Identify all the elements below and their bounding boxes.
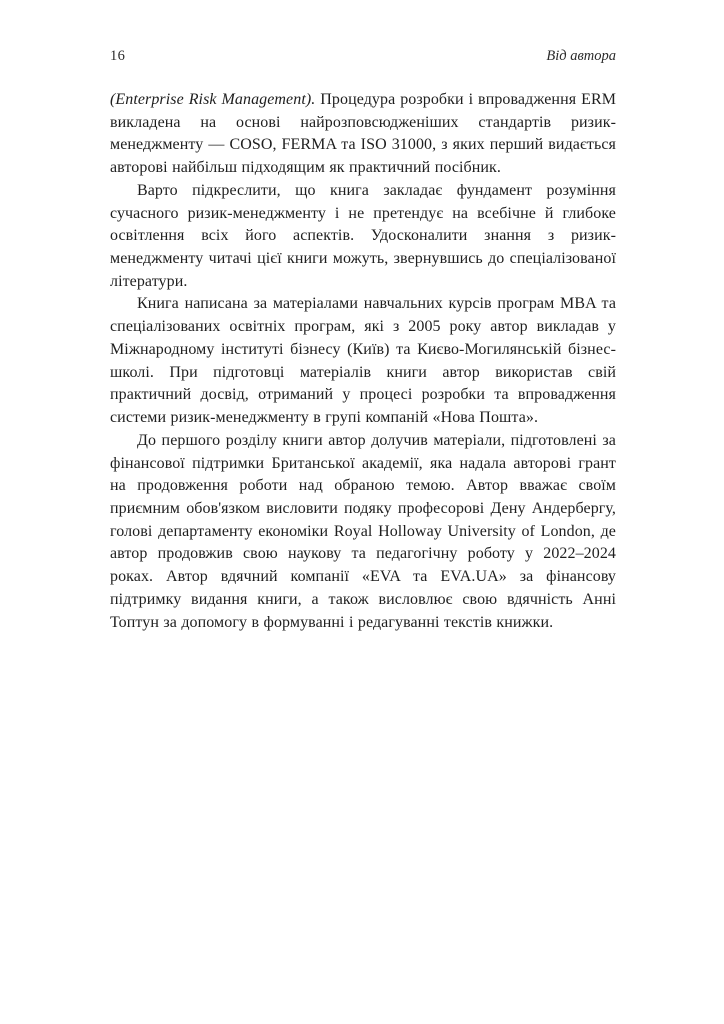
page-number: 16 <box>110 48 126 64</box>
paragraph-scope: Варто підкреслити, що книга закладає фундамент розуміння сучасного ризик-менеджменту і не претендує на всебічне й глибоке освітлення всіх його аспектів. Удосконалити знання з ризик-менеджменту читачі цієї книги можуть, звернувшись до спеціалізованої літератури. <box>110 181 616 290</box>
running-header-title: Від автора <box>546 48 616 64</box>
page-body <box>110 89 616 634</box>
paragraph-acknowledgements: До першого розділу книги автор долучив матеріали, підготовлені за фінансової підтримки Британської академії, яка надала авторові грант на продовження роботи над обраною темою. Автор вважає своїм приємним обов'язком висловити подяку професорові Дену Андербергу, голові департаменту економіки Royal Holloway University of London, де автор продовжив свою наукову та педагогічну роботу у 2022–2024 роках. Автор вдячний компанії «EVA та EVA.UA» за фінансову підтримку видання книги, а також висловлює свою вдячність Анні Топтун за допомогу в формуванні і редагуванні текстів книжки. <box>110 431 616 631</box>
paragraph-mba-courses: Книга написана за матеріалами навчальних курсів програм MBA та спеціалізованих освітніх програм, які з 2005 року автор викладав у Міжнародному інституті бізнесу (Київ) та Києво-Могилянській бізнес-школі. При підготовці матеріалів книги автор використав свій практичний досвід, отриманий у процесі розробки та впровадження системи ризик-менеджменту в групі компаній «Нова Пошта». <box>110 295 616 427</box>
paragraph-erm <box>110 89 616 180</box>
running-header <box>110 48 616 65</box>
paragraph-text: Процедура розробки і впровадження ERM викладена на основі найрозповсюдженіших стандартів ризик-менеджменту — COSO, FERMA та ISO 31000, з яких перший видається авторові найбільш підходящим як практичний посібник. <box>110 91 617 177</box>
paragraph-italic-lead: (Enterprise Risk Management). <box>110 91 316 108</box>
